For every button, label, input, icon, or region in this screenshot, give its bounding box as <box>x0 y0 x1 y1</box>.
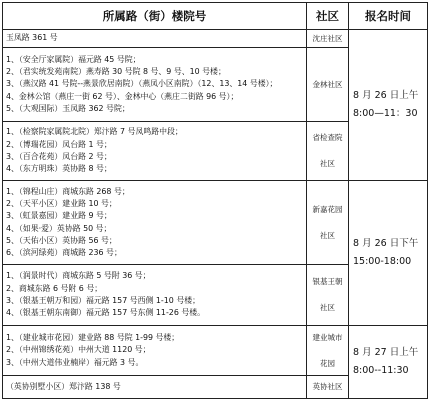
address-line: 4、金林公馆（燕庄一街 62 号）、金林中心（燕庄二街路 96 号）； <box>6 91 239 101</box>
address-line: （英协别墅小区）郑汴路 138 号 <box>6 381 121 391</box>
address-line: 3、（虹景嘉园）建业路 9 号； <box>6 211 112 221</box>
time-cell <box>349 326 428 399</box>
address-line: 4、（东方明珠）英协路 8 号； <box>6 164 112 174</box>
address-line: 4、（银基王朝东南御）福元路 157 号东侧 11-26 号楼。 <box>6 308 206 318</box>
address-cell <box>3 265 307 326</box>
community-label: 社区 <box>320 159 335 168</box>
time-date: 8 月 27 日上午 <box>353 347 419 358</box>
address-line: 5、（大观国际）玉凤路 362 号院； <box>6 103 130 113</box>
community-cell <box>307 326 349 376</box>
community-label: 金林社区 <box>312 79 343 89</box>
community-label: 英协社区 <box>312 382 343 391</box>
address-line: 1、（检察院家属院北院）郑汴路 7 号凤鸣路中段； <box>6 127 183 137</box>
community-label: 社区 <box>320 230 335 240</box>
address-line: 1、（锦程山庄）商城东路 268 号； <box>6 186 130 196</box>
address-line: 6、（滨河绿苑）商城路 236 号； <box>6 248 122 258</box>
community-cell <box>307 265 349 326</box>
address-line: 3、（燕汉路 41 号院--燕景欣居南院）（燕凤小区南院）（12、13、14 号楼）； <box>6 79 278 89</box>
time-hours: 8:00--11:30 <box>353 365 409 376</box>
community-label: 新嘉花园 <box>312 204 343 214</box>
community-label: 建业城市 <box>312 332 343 342</box>
community-cell <box>307 48 349 122</box>
community-label: 沈庄社区 <box>312 33 343 43</box>
address-cell <box>3 122 307 181</box>
header-row <box>3 3 428 30</box>
address-line: 3、（中州大道伟业楠岸）福元路 3 号。 <box>6 357 144 367</box>
time-date: 8 月 26 日上午 <box>353 90 419 101</box>
table-row <box>3 30 428 48</box>
address-line: 3、（银基王朝万和园）福元路 157 号西侧 1-10 号楼； <box>6 296 200 305</box>
address-line: 玉凤路 361 号 <box>6 33 58 43</box>
header-address: 所属路（街）楼院号 <box>3 3 307 30</box>
community-label: 社区 <box>320 303 335 312</box>
address-line: 4、（如果·爱）英协路 50 号； <box>6 223 112 233</box>
community-cell <box>307 181 349 265</box>
time-hours: 8:00—11：30 <box>353 108 418 119</box>
address-cell <box>3 326 307 376</box>
time-cell <box>349 181 428 326</box>
address-line: 1、（润景时代）商城东路 5 号附 36 号； <box>6 271 151 281</box>
time-hours: 15:00-18:00 <box>353 256 412 267</box>
community-cell <box>307 122 349 181</box>
header-community: 社区 <box>307 3 349 30</box>
time-date: 8 月 26 日下午 <box>353 238 419 249</box>
community-label: 银基王朝 <box>312 277 343 286</box>
address-line: 2、商城东路 6 号附 6 号； <box>6 283 103 293</box>
table-row <box>3 181 428 265</box>
address-cell <box>3 48 307 122</box>
address-cell <box>3 376 307 399</box>
address-line: 2、（博瑞花园）凤台路 1 号； <box>6 139 112 149</box>
address-line: 1、（建业城市花园）建业路 88 号院 1-99 号楼； <box>6 333 180 343</box>
address-cell <box>3 181 307 265</box>
address-line: 2、（天平小区）建业路 10 号； <box>6 198 117 208</box>
address-cell <box>3 30 307 48</box>
community-label: 花园 <box>320 358 335 368</box>
address-line: 5、（天佑小区）英协路 56 号； <box>6 235 117 245</box>
registration-schedule-table <box>2 2 428 399</box>
address-line: 1、（安全厅家属院）福元路 45 号院； <box>6 54 141 64</box>
header-time: 报名时间 <box>349 3 428 30</box>
time-cell <box>349 30 428 181</box>
address-line: 2、（君实统发苑南院）燕寿路 30 号院 8 号、9 号、10 号楼； <box>6 67 226 77</box>
community-cell <box>307 376 349 399</box>
address-line: 2、（中州锦绣花苑）中州大道 1120 号； <box>6 345 151 355</box>
table-row <box>3 326 428 376</box>
address-line: 3、（百合花苑）凤台路 2 号； <box>6 152 112 161</box>
community-label: 省检查院 <box>312 133 343 142</box>
community-cell <box>307 30 349 48</box>
